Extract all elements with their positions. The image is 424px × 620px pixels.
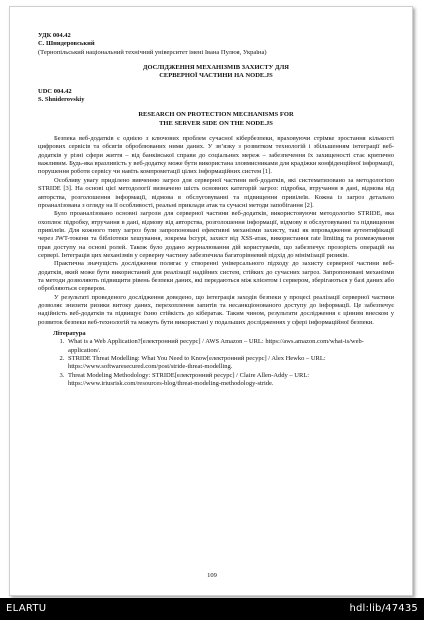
repository-footer <box>0 598 424 620</box>
udk-code: УДК 004.42 <box>38 32 71 39</box>
paragraph: Практична значущість дослідження полягає у створенні універсального підходу до захисту серверної частини веб-додатків, який може бути використаний для реалізації надійних систем, стійких до сучасних загроз. Запропоновані механізми та методи дозволяють підвищити рівень безпеки даних, які передаються між клієнтом і сервером, зберігаються у базі даних або обробляються сервером. <box>38 260 394 293</box>
title-eng-line1: RESEARCH ON PROTECTION MECHANISMS FOR <box>138 111 294 119</box>
title-eng <box>38 111 394 128</box>
reference-item: 1. What is a Web Application?[електронний ресурс] / AWS Amazon – URL: https://aws.amazon.com/what-is/web-application/. <box>66 338 394 355</box>
title-ukr <box>38 64 394 81</box>
references-heading: Література <box>53 330 86 337</box>
reference-item: 2. STRIDE Threat Modelling: What You Need to Know[електронний ресурс] / Alex Hewko – URL: https://www.softwaresecured.com/post/stride-threat-modelling. <box>66 355 394 372</box>
paper-page <box>9 6 413 596</box>
page-content <box>38 32 394 388</box>
repository-name: ELARTU <box>6 603 47 614</box>
title-ukr-line1: ДОСЛІДЖЕННЯ МЕХАНІЗМІВ ЗАХИСТУ ДЛЯ <box>143 64 289 72</box>
paragraph: Особливу увагу приділено вивченню загроз для серверної частини веб-додатків, які систематизовано за методологією STRIDE [3]. На основі цієї методології визначено шість основних категорій загроз: підробка, втручання в дані, відмова від авторства, розголошення інформації, відмова в обслуговуванні та підвищення привілеїв. Кожна із загроз детально проаналізована з огляду на її особливості, реальні приклади атак та сучасні методи запобігання [2]. <box>38 176 394 209</box>
paragraph: У результаті проведеного дослідження доведено, що інтеграція заходів безпеки у процесі реалізації серверної частини дозволяє знизити ризики витоку даних, перехоплення запитів та несанкціонованого доступу до інформації. Це забезпечує надійність веб-додатків та підвищує їхню стійкість до кібератак. Таким чином, результати дослідження є цінним внеском у розвиток безпеки веб-технологій та можуть бути використані у подальших дослідженнях у сфері інформаційної безпеки. <box>38 293 394 326</box>
handle-id: hdl:lib/47435 <box>349 603 418 614</box>
author-ukr: С. Шнидеровський <box>38 40 95 48</box>
reference-item: 3. Threat Modeling Methodology: STRIDE[електронний ресурс] / Claire Allen-Addy – URL: https://www.iriusrisk.com/resources-blog/threat-modeling-methodology-stride. <box>66 372 394 389</box>
udc-code: UDC 004.42 <box>38 87 72 95</box>
body-text <box>38 135 394 327</box>
paragraph: Безпека веб-додатків є однією з ключових проблем сучасної кібербезпеки, враховуючи стрімке зростання кількості цифрових сервісів та обсягів оброблюваних ними даних. У зв’язку з розвитком технологій і збільшенням інтеграції веб-додатків у різні сфери життя – від банківської справи до соціальних мереж – забезпечення їх захищеності стає критично важливим. Будь-яка вразливість у веб-додатку може бути використана зловмисниками для крадіжки конфіденційної інформації, порушення роботи сервісу чи навіть компрометації цілих інформаційних систем [1]. <box>38 135 394 176</box>
author-eng: S. Shniderovskiy <box>38 96 85 104</box>
title-ukr-line2: СЕРВЕРНОЇ ЧАСТИНИ НА NODE.JS <box>159 72 273 80</box>
affiliation: (Тернопільський національний технічний університет імені Івана Пулюя, Україна) <box>38 48 267 56</box>
page-number: 109 <box>207 572 217 579</box>
paragraph: Було проаналізовано основні загрози для серверної частини веб-додатків, використовуючи методологію STRIDE, яка охоплює підробку, втручання в дані, відмову від авторства, розголошення інформації, відмову в обслуговуванні та підвищення привілеїв. Для кожного типу загроз були запропоновані ефективні механізми захисту, такі як впровадження аутентифікації через JWT-токени та бібліотеки хешування, зокрема bcrypt, захист від XSS-атак, використання rate limiting та розмежування прав доступу на основі ролей. Також було додано журналювання дій користувачів, що забезпечує прозорість операцій на сервері. Інтеграція цих механізмів у серверну частину забезпечила багаторівневий підхід до мінімізації ризиків. <box>38 210 394 259</box>
references-list <box>38 338 394 388</box>
title-eng-line2: THE SERVER SIDE ON THE NODE.JS <box>159 119 273 127</box>
